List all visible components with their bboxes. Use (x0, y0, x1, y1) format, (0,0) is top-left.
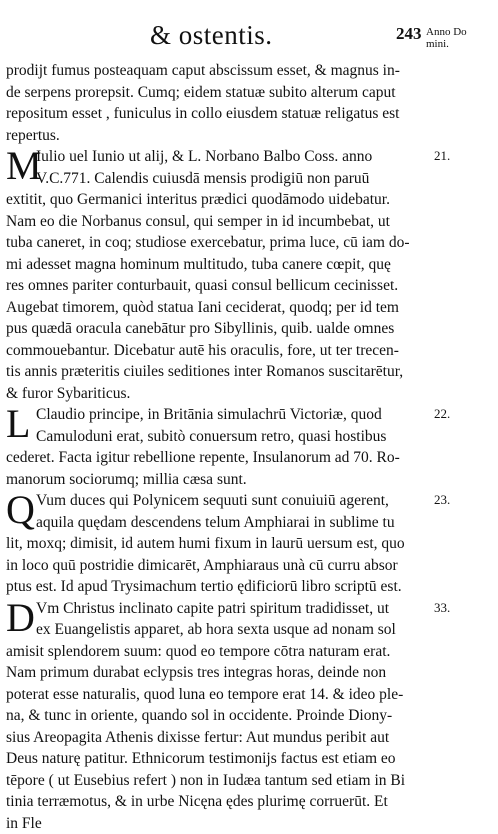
text-line: commouebantur. Dicebatur autē his oraculis, fore, ut ter trecen- (6, 340, 426, 362)
text-line (6, 146, 426, 168)
text-line: tēpore ( ut Eusebius refert ) non in Iudæa tantum sed etiam in Bi (6, 770, 426, 792)
text-line: Nam primum durabat eclypsis tres integras horas, deinde non (6, 662, 426, 684)
text-line: in Fle (6, 813, 426, 834)
text-line: Augebat timorem, quòd statua Iani ceciderat, quodq; per id tem (6, 297, 426, 319)
paragraph (6, 598, 426, 834)
text-line: res omnes pariter conturbauit, quasi consul bellicum cecinisset. (6, 275, 426, 297)
text-line: extitit, quo Germanici interitus prædici quodāmodo uidebatur. (6, 189, 426, 211)
text-line: tis annis præteritis ciuiles seditiones inter Romanos suscitarētur, (6, 361, 426, 383)
margin-note-number: 21. (434, 148, 450, 164)
margin-note-number: 22. (434, 406, 450, 422)
running-title: & ostentis. (150, 20, 273, 51)
text-line-content: Claudio principe, in Britānia simulachrū Victoriæ, quod (36, 406, 382, 423)
text-line-content: Iulio uel Iunio ut alij, & L. Norbano Balbo Coss. anno (36, 148, 372, 165)
text-line (6, 404, 426, 426)
text-line: cederet. Facta igitur rebellione repente, Insulanorum ad 70. Ro- (6, 447, 426, 469)
text-line: sius Areopagita Athenis dixisse fertur: Aut mundus peribit aut (6, 727, 426, 749)
page-number: 243 (396, 24, 422, 44)
drop-capital: M (6, 146, 42, 186)
drop-capital: D (6, 598, 35, 638)
text-line: repertus. (6, 125, 426, 147)
text-line: & furor Sybariticus. (6, 383, 426, 405)
text-line: ex Euangelistis apparet, ab hora sexta usque ad nonam sol (6, 619, 426, 641)
margin-heading-line: mini. (426, 38, 467, 50)
margin-note-number: 23. (434, 492, 450, 508)
text-line: prodijt fumus posteaquam caput abscissum esset, & magnus in- (6, 60, 426, 82)
text-line: ptus est. Id apud Trysimachum tertio ędificiorū libro scriptū est. (6, 576, 426, 598)
drop-capital: Q (6, 490, 35, 530)
text-line: mi adesset magna hominum multitudo, tuba canere cœpit, quę (6, 254, 426, 276)
text-line: Deus naturę patitur. Ethnicorum testimonijs factus est etiam eo (6, 748, 426, 770)
paragraph (6, 60, 426, 146)
body-text (6, 60, 426, 834)
text-line: poterat esse naturalis, quod luna eo tempore erat 14. & ideo ple- (6, 684, 426, 706)
text-line: na, & tunc in oriente, quando sol in occidente. Proinde Diony- (6, 705, 426, 727)
drop-capital: L (6, 404, 30, 444)
text-line: aquila quędam descendens telum Amphiarai in sublime tu (6, 512, 426, 534)
text-line: repositum esset , funiculus in collo eiusdem statuæ religatus est (6, 103, 426, 125)
text-line: manorum sociorumq; millia cæsa sunt. (6, 469, 426, 491)
page-header (0, 20, 498, 54)
text-line: in loco quū postridie dimicarēt, Amphiaraus unà cū curru absor (6, 555, 426, 577)
margin-heading (426, 26, 467, 50)
text-line: amisit splendorem suum: quod eo tempore cōtra naturam erat. (6, 641, 426, 663)
text-line: Nam eo die Norbanus consul, qui semper in id incumbebat, ut (6, 211, 426, 233)
text-line: tinia terræmotus, & in urbe Nicęna ędes plurimę corruerūt. Et (6, 791, 426, 813)
text-line: lit, moxq; dimisit, id autem humi fixum in laurū uersum est, quo (6, 533, 426, 555)
text-line-content: Vum duces qui Polynicem sequuti sunt conuiuiū agerent, (36, 492, 389, 509)
text-line: V.C.771. Calendis cuiusdā mensis prodigiū non paruū (6, 168, 426, 190)
text-line (6, 490, 426, 512)
text-line: Camuloduni erat, subitò conuersum retro, quasi hostibus (6, 426, 426, 448)
margin-heading-line: Anno Do (426, 26, 467, 38)
text-line (6, 598, 426, 620)
paragraph (6, 404, 426, 490)
text-line-content: Vm Christus inclinato capite patri spiritum tradidisset, ut (36, 600, 389, 617)
text-line: tuba caneret, in coq; studiose exercebatur, prima luce, cū iam do- (6, 232, 426, 254)
text-line: pus quædā oracula canebātur pro Sibyllinis, quib. ualde omnes (6, 318, 426, 340)
margin-note-number: 33. (434, 600, 450, 616)
paragraph (6, 146, 426, 404)
text-line: de serpens prorepsit. Cumq; eidem statuæ subito alterum caput (6, 82, 426, 104)
paragraph (6, 490, 426, 598)
